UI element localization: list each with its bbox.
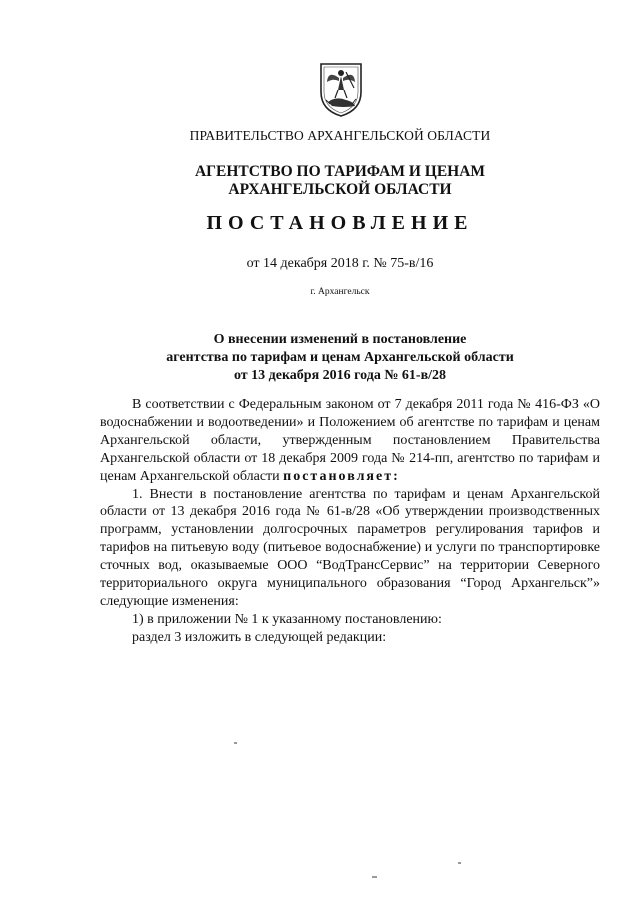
appendix-paragraph: 1) в приложении № 1 к указанному постановлению:	[132, 611, 442, 627]
agency-name	[0, 163, 640, 199]
document-date-number: от 14 декабря 2018 г. № 75-в/16	[246, 256, 434, 271]
government-name: ПРАВИТЕЛЬСТВО АРХАНГЕЛЬСКОЙ ОБЛАСТИ	[189, 128, 491, 143]
document-subject	[0, 331, 640, 385]
section-paragraph: раздел 3 изложить в следующей редакции:	[132, 629, 387, 645]
scan-speck	[458, 862, 461, 864]
resolves-keyword: постановляет:	[283, 468, 400, 484]
agency-name-line2: АРХАНГЕЛЬСКОЙ ОБЛАСТИ	[228, 181, 452, 198]
preamble-paragraph	[100, 396, 600, 486]
subject-line3: от 13 декабря 2016 года № 61-в/28	[233, 368, 447, 383]
document-type-title: ПОСТАНОВЛЕНИЕ	[206, 212, 474, 234]
amendment-paragraph: 1. Внести в постановление агентства по тарифам и ценам Архангельской области от 13 декабря 2016 года № 61-в/28 «Об утверждении производственных программ, установлении долгосрочных параметров регулирования тарифов и тарифов на питьевую воду (питьевое водоснабжение) и услуги по транспортировке сточных вод, оказываемые ООО “ВодТрансСервис” на территории Северного территориального округа муниципального образования “Город Архангельск”» следующие изменения:	[100, 486, 600, 609]
scan-speck	[234, 742, 237, 744]
subject-line2: агентства по тарифам и ценам Архангельской области	[166, 350, 514, 365]
coat-of-arms-icon	[316, 58, 366, 118]
scan-speck	[372, 876, 377, 878]
document-body	[100, 396, 600, 647]
preamble-text: В соответствии с Федеральным законом от 7 декабря 2011 года № 416-ФЗ «О водоснабжении и водоотведении» и Положением об агентстве по тарифам и ценам Архангельской области, утвержденным постановлением Правительства Архангельской области от 18 декабря 2009 года № 214-пп, агентство по тарифам и ценам Архангельской области	[100, 397, 600, 484]
subject-line1: О внесении изменений в постановление	[213, 332, 467, 347]
agency-name-line1: АГЕНТСТВО ПО ТАРИФАМ И ЦЕНАМ	[194, 163, 486, 180]
document-city: г. Архангельск	[310, 287, 370, 297]
